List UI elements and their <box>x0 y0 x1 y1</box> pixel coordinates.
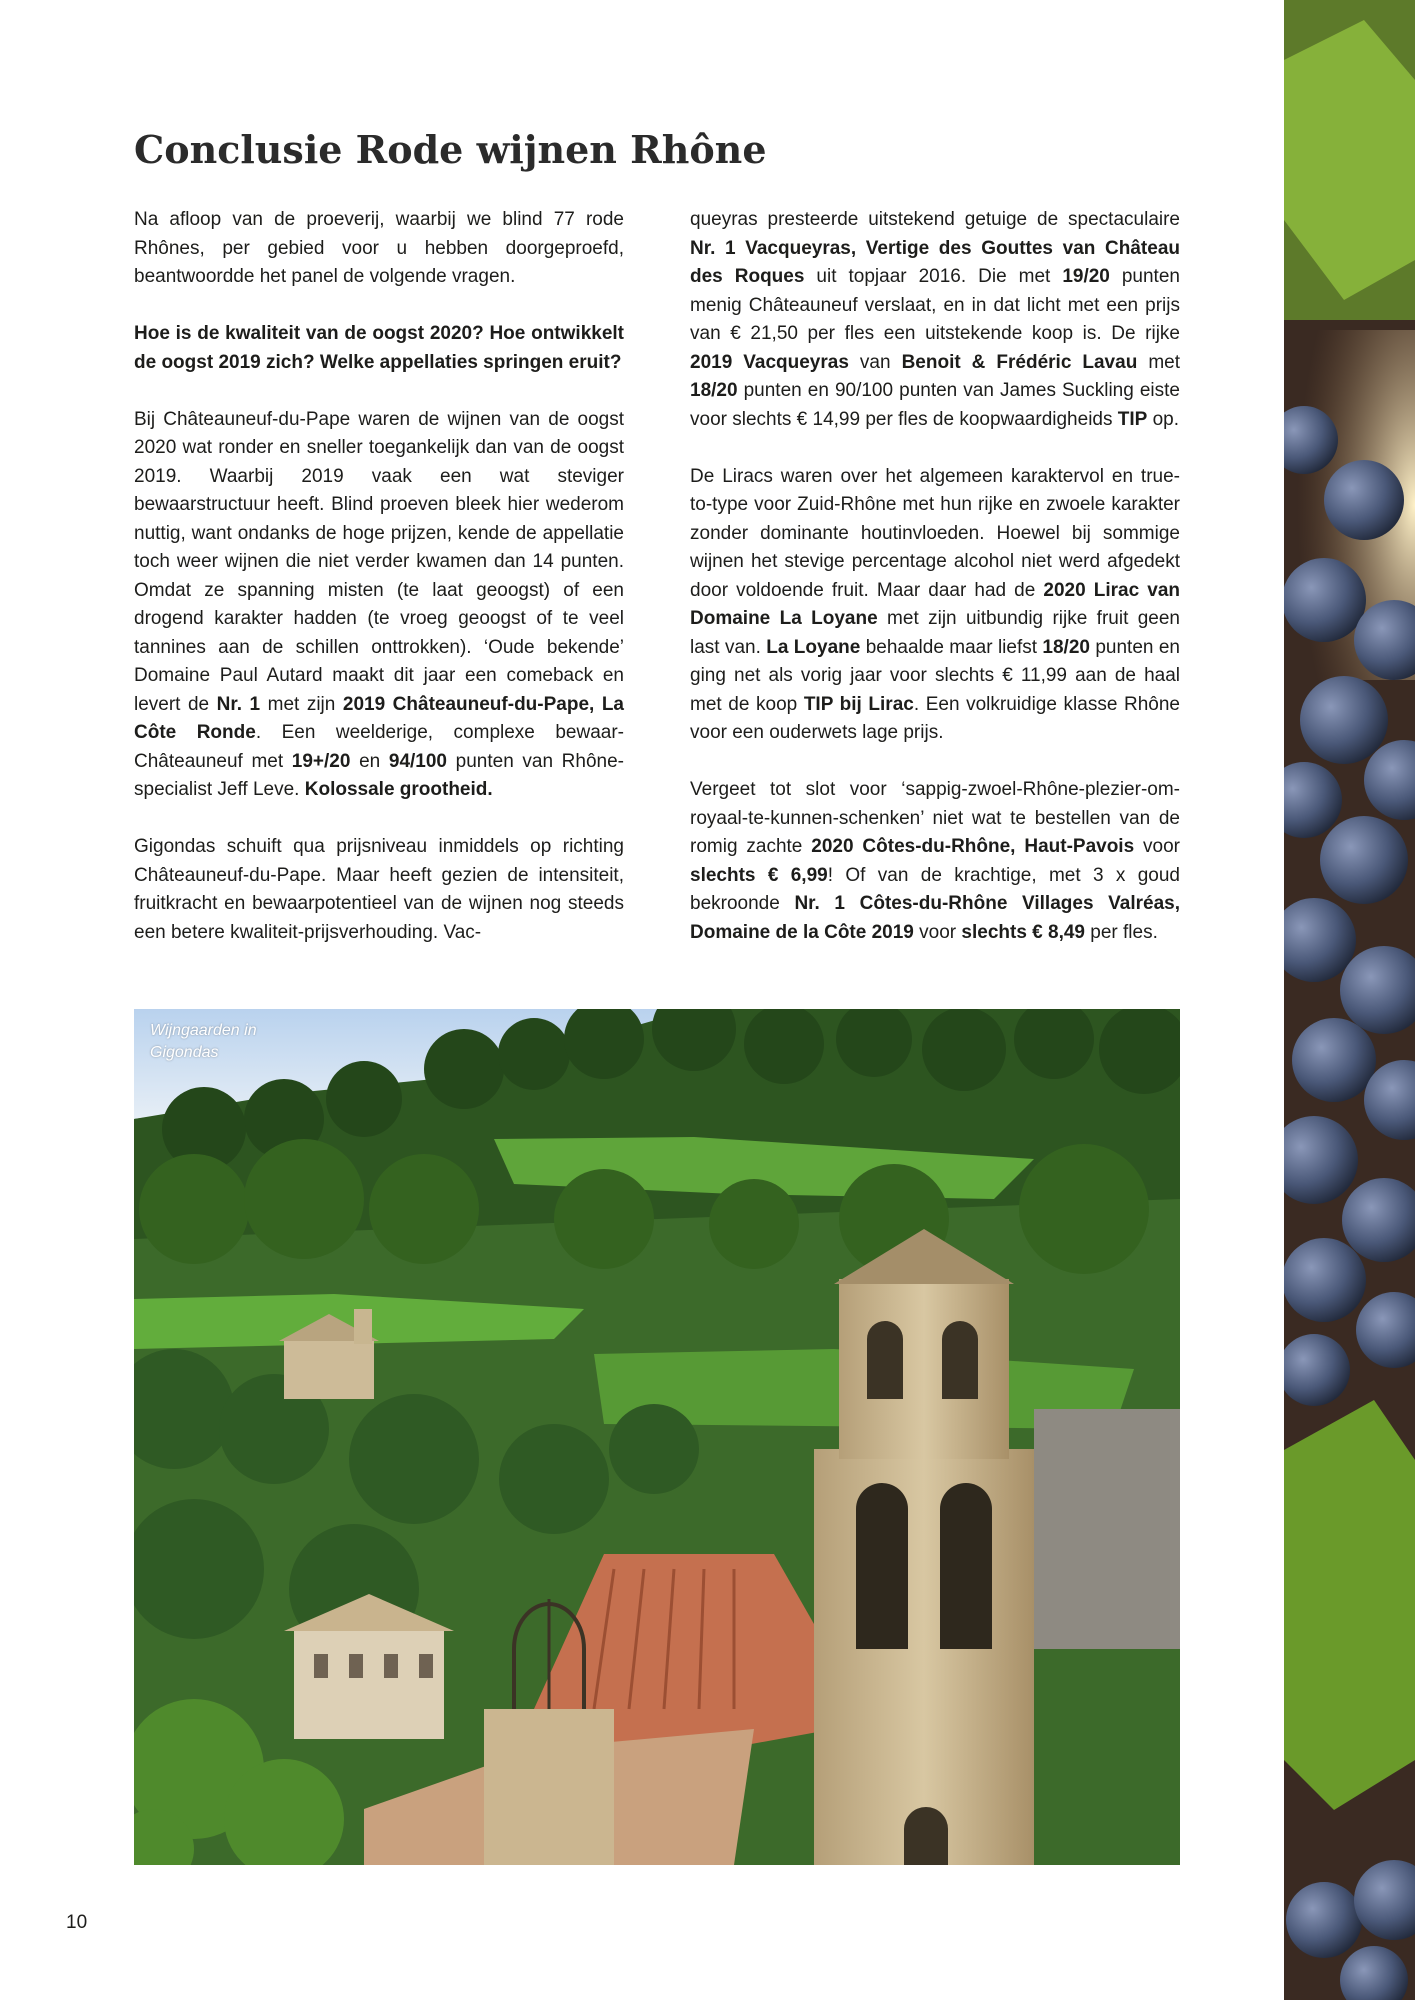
text-run: Bij Châteauneuf-du-Pape waren de wijnen van de oogst 2020 wat ronder en sneller toegankelijk dan van de oogst 2019. Waarbij 2019 vaak een wat steviger bewaarstructuur heeft. Blind proeven bleek hier wederom nuttig, want ondanks de hoge prijzen, kende de appellatie toch weer wijnen die niet verder kwamen dan 14 punten. Omdat ze spanning misten (te laat geoogst) of een drogend karakter hadden (te vroeg geoogst of te veel tannines aan de schillen onttrokken). ‘Oude bekende’ Domaine Paul Autard maakt dit jaar een comeback en levert de <box>134 408 624 715</box>
bold-run: 18/20 <box>1042 636 1090 658</box>
title-light: Conclusie <box>134 127 343 172</box>
chateauneuf-paragraph <box>134 406 624 805</box>
right-column <box>690 206 1180 947</box>
bold-run: slechts € 8,49 <box>961 921 1085 943</box>
vine-leaf-lower-icon <box>1284 1400 1415 1810</box>
left-column <box>134 206 624 947</box>
village-illustration <box>134 1009 1180 1865</box>
text-run: voor <box>1134 836 1181 857</box>
text-run: . Een volkruidige klasse Rhône voor een ouderwets lage prijs. <box>690 693 1180 743</box>
bold-run: slechts € 6,99 <box>690 864 828 886</box>
bold-run: Nr. 1 Côtes-du-Rhône Villages Valréas, Domaine de la Côte 2019 <box>690 893 1180 943</box>
text-run: met <box>1137 351 1180 373</box>
text-run: punten menig Châteauneuf verslaat, en in dat licht met een prijs van € 21,50 per fles een uitstekende koop is. De rijke <box>690 266 1180 344</box>
text-run: ! Of van de krachtige, met 3 x goud bekroonde <box>690 864 1180 914</box>
bold-run: 18/20 <box>690 380 738 401</box>
cotes-du-rhone-paragraph <box>690 776 1180 947</box>
bold-run: Kolossale grootheid. <box>304 779 493 800</box>
bold-run: Nr. 1 Vacqueyras, Vertige des Gouttes van Château des Roques <box>690 237 1180 287</box>
text-run: punten en ging net als vorig jaar voor slechts € 11,99 aan de haal met de koop <box>690 636 1180 715</box>
intro-paragraph: Na afloop van de proeverij, waarbij we blind 77 rode Rhônes, per gebied voor u hebben doorgeproefd, beantwoordde het panel de volgende vragen. <box>134 209 624 287</box>
page-title <box>134 122 1134 178</box>
bold-run: 2020 Lirac van Domaine La Loyane <box>690 579 1180 629</box>
bold-run: 94/100 <box>388 750 447 772</box>
bold-run: 19+/20 <box>291 750 351 772</box>
text-run: met zijn <box>260 693 343 715</box>
gigondas-village-photo <box>134 1009 1180 1865</box>
title-bold: Rode wijnen Rhône <box>355 127 767 172</box>
text-run: voor <box>913 921 962 943</box>
gigondas-paragraph: Gigondas schuift qua prijsniveau inmiddels op richting Châteauneuf-du-Pape. Maar heeft gezien de intensiteit, fruitkracht en bewaarpotentieel van de wijnen nog steeds een betere kwaliteit-prijsverhouding. Vac- <box>134 836 624 943</box>
text-run: Vergeet tot slot voor ‘sappig-zwoel-Rhône-plezier-om-royaal-te-kunnen-schenken’ niet wat te bestellen van de romig zachte <box>690 779 1180 857</box>
text-run: . Een weelderige, complexe bewaar-Châteauneuf met <box>134 722 624 772</box>
bold-run: Benoit & Frédéric Lavau <box>901 351 1138 373</box>
bold-run: La Loyane <box>766 636 861 658</box>
text-run: met zijn uitbundig rijke fruit geen last van. <box>690 608 1180 658</box>
text-run: van <box>848 351 902 373</box>
text-run: queyras presteerde uitstekend getuige de spectaculaire <box>690 209 1180 230</box>
bold-run: TIP <box>1117 408 1148 430</box>
text-run: per fles. <box>1085 921 1158 943</box>
grapes-illustration <box>1284 0 1415 2000</box>
rock-wall <box>1034 1409 1180 1649</box>
text-run: Gigondas schuift qua prijsniveau inmiddels op richting Châteauneuf-du-Pape. Maar heeft gezien de intensiteit, fruitkracht en bewaarpotentieel van de wijnen nog steeds een betere kwaliteit-prijsverhouding. Vac <box>134 836 624 943</box>
text-run: uit topjaar 2016. Die met <box>804 266 1063 287</box>
lirac-paragraph <box>690 463 1180 748</box>
grape-side-strip <box>1284 0 1415 2000</box>
text-run: De Liracs waren over het algemeen karaktervol en true-to-type voor Zuid-Rhône met hun rijke en zwoele karakter zonder dominante houtinvloeden. Hoewel bij sommige wijnen het stevige percentage alcohol niet werd afgedekt door voldoende fruit. Maar daar had de <box>690 465 1180 601</box>
text-run: punten van Rhône-specialist Jeff Leve. <box>134 750 624 800</box>
bold-run: Nr. 1 <box>216 693 261 715</box>
bold-run: 2020 Côtes-du-Rhône, Haut-Pavois <box>811 836 1135 857</box>
bold-run: 2019 Châteauneuf-du-Pape, La Côte Ronde <box>134 693 624 743</box>
bold-run: 19/20 <box>1062 266 1110 287</box>
bold-run: 2019 Vacqueyras <box>690 351 849 373</box>
vacqueyras-paragraph <box>690 206 1180 434</box>
text-run: punten en 90/100 punten van James Suckling eiste voor slechts € 14,99 per fles de koopwaardigheids <box>690 380 1180 430</box>
page-number: 10 <box>66 1912 88 1933</box>
bell-tower <box>814 1229 1034 1865</box>
text-run: behaalde maar liefst <box>860 636 1043 658</box>
bold-run: TIP bij Lirac <box>803 693 914 715</box>
photo-caption: Wijngaarden in Gigondas <box>150 1022 257 1061</box>
question-heading: Hoe is de kwaliteit van de oogst 2020? Hoe ontwikkelt de oogst 2019 zich? Welke appellaties springen eruit? <box>134 323 624 373</box>
text-run: en <box>350 750 389 772</box>
text-run: op. <box>1147 408 1180 430</box>
